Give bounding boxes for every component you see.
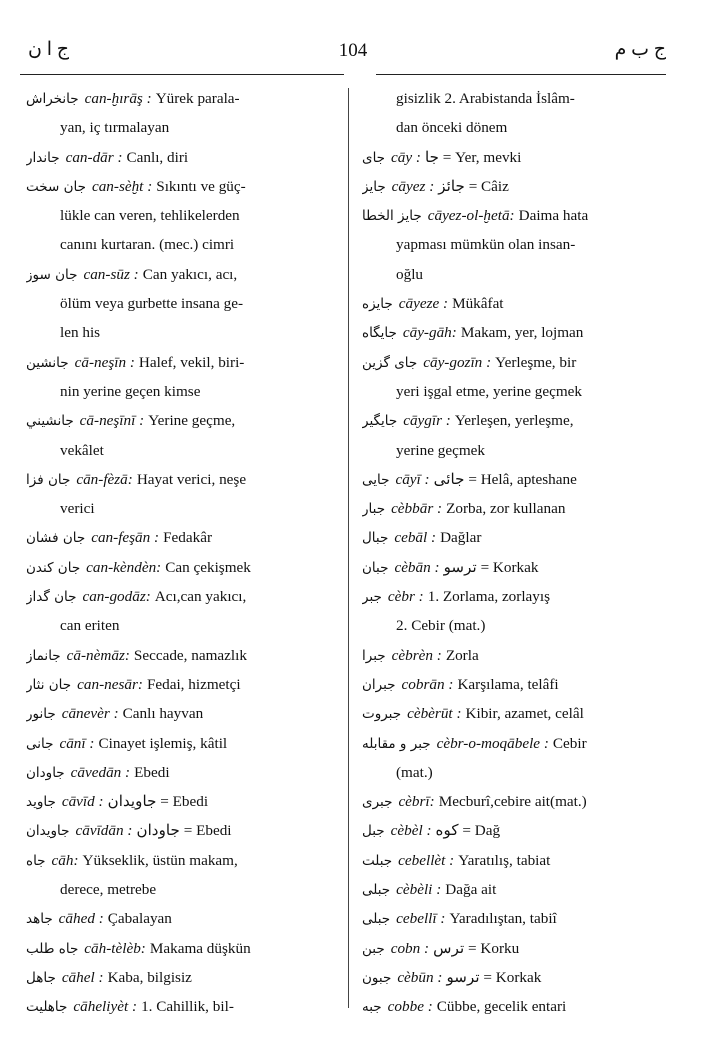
definition-text: Yükseklik, üstün makam, bbox=[82, 851, 238, 869]
transliteration: cāvīdān : bbox=[75, 822, 133, 840]
arabic-headword: جان نثار bbox=[26, 676, 72, 693]
transliteration: cāvedān : bbox=[70, 763, 131, 781]
dictionary-entry bbox=[362, 172, 668, 201]
definition-text: 1. Zorlama, zorlayış bbox=[427, 588, 551, 606]
definition-text: Kibir, azamet, celâl bbox=[465, 705, 584, 723]
arabic-headword: جبار bbox=[362, 501, 386, 518]
definition-text: vekâlet bbox=[60, 441, 104, 459]
definition-text: Dağa ait bbox=[445, 881, 497, 899]
dictionary-entry bbox=[26, 84, 340, 113]
column-divider bbox=[348, 88, 349, 1008]
dictionary-entry bbox=[362, 670, 668, 699]
definition-text: Canlı hayvan bbox=[122, 705, 204, 723]
header-right-letters: ج ب م bbox=[614, 39, 666, 60]
entry-continuation bbox=[26, 289, 340, 318]
transliteration: can-godāz: bbox=[82, 588, 151, 606]
arabic-headword: جاويد bbox=[26, 794, 56, 811]
definition-text: جائز = Câiz bbox=[438, 177, 509, 195]
transliteration: cānevèr : bbox=[61, 705, 119, 723]
transliteration: cān-fèzā: bbox=[76, 470, 133, 488]
definition-text: nin yerine geçen kimse bbox=[60, 382, 201, 400]
transliteration: cāyez : bbox=[391, 177, 435, 195]
entry-continuation bbox=[362, 113, 668, 142]
dictionary-entry bbox=[362, 348, 668, 377]
definition-text: Canlı, diri bbox=[126, 148, 189, 166]
transliteration: cāyī : bbox=[395, 470, 430, 488]
dictionary-entry bbox=[26, 641, 340, 670]
definition-text: Halef, vekil, biri- bbox=[138, 353, 245, 371]
entry-continuation bbox=[26, 494, 340, 523]
transliteration: cāy-gāh: bbox=[402, 324, 457, 342]
arabic-headword: جبر bbox=[362, 589, 382, 606]
definition-text: Zorba, zor kullanan bbox=[446, 500, 566, 518]
dictionary-entry bbox=[362, 582, 668, 611]
dictionary-entry bbox=[362, 406, 668, 435]
definition-text: ترسو = Korkak bbox=[446, 968, 542, 986]
transliteration: cèbèrūt : bbox=[407, 705, 462, 723]
transliteration: cāy-gozīn : bbox=[423, 353, 492, 371]
transliteration: cā-neşīnī : bbox=[79, 412, 145, 430]
header-left-letters: ج ا ن bbox=[28, 39, 69, 60]
transliteration: cèbèli : bbox=[396, 881, 442, 899]
definition-text: ölüm veya gurbette insana ge- bbox=[60, 295, 244, 313]
arabic-headword: جبان bbox=[362, 559, 389, 576]
dictionary-entry bbox=[362, 816, 668, 845]
arabic-headword: جاه bbox=[26, 852, 46, 869]
dictionary-entry bbox=[362, 699, 668, 728]
definition-text: جائى = Helâ, apteshane bbox=[433, 470, 577, 488]
transliteration: cāheliyèt : bbox=[73, 998, 138, 1016]
dictionary-entry bbox=[26, 934, 340, 963]
entry-continuation bbox=[26, 230, 340, 259]
transliteration: can-ḫırāş : bbox=[84, 90, 152, 107]
transliteration: cāhel : bbox=[61, 968, 104, 986]
dictionary-entry bbox=[26, 699, 340, 728]
dictionary-entry bbox=[362, 904, 668, 933]
definition-text: Mecburî,cebire ait(mat.) bbox=[438, 793, 587, 811]
transliteration: cebellī : bbox=[396, 910, 446, 928]
transliteration: cobrān : bbox=[401, 675, 454, 693]
dictionary-entry bbox=[26, 348, 340, 377]
definition-text: canını kurtaran. (mec.) cimri bbox=[60, 236, 235, 254]
dictionary-entry bbox=[362, 992, 668, 1021]
arabic-headword: جاى گزين bbox=[362, 354, 418, 371]
arabic-headword: جانور bbox=[26, 706, 56, 723]
arabic-headword: جايگير bbox=[362, 413, 398, 430]
arabic-headword: جاه طلب bbox=[26, 940, 79, 957]
arabic-headword: جانماز bbox=[26, 647, 61, 664]
entry-continuation bbox=[26, 875, 340, 904]
definition-text: (mat.) bbox=[396, 763, 433, 781]
definition-text: Yürek parala- bbox=[155, 90, 240, 107]
dictionary-entry bbox=[26, 758, 340, 787]
dictionary-entry bbox=[26, 963, 340, 992]
arabic-headword: جان فشان bbox=[26, 530, 86, 547]
arabic-headword: جايگاه bbox=[362, 325, 397, 342]
definition-text: Can yakıcı, acı, bbox=[142, 265, 238, 283]
definition-text: Fedai, hizmetçi bbox=[146, 675, 241, 693]
dictionary-entry bbox=[362, 553, 668, 582]
dictionary-entry bbox=[26, 729, 340, 758]
dictionary-entry bbox=[26, 406, 340, 435]
dictionary-entry bbox=[26, 992, 340, 1021]
arabic-headword: جانى bbox=[26, 735, 54, 752]
transliteration: cèbrī: bbox=[398, 793, 435, 811]
definition-text: كوه = Dağ bbox=[435, 822, 501, 840]
arabic-headword: جبران bbox=[362, 676, 396, 693]
definition-text: can eriten bbox=[60, 617, 120, 635]
dictionary-entry bbox=[362, 201, 668, 230]
dictionary-entry bbox=[362, 494, 668, 523]
header-rule-left bbox=[20, 74, 344, 75]
entry-continuation bbox=[362, 230, 668, 259]
arabic-headword: جانشين bbox=[26, 354, 69, 371]
entry-continuation bbox=[362, 611, 668, 640]
definition-text: yan, iç tırmalayan bbox=[60, 119, 170, 137]
transliteration: cèbān : bbox=[394, 558, 440, 576]
entry-continuation bbox=[362, 84, 668, 113]
transliteration: cèbèl : bbox=[390, 822, 432, 840]
arabic-headword: جاهد bbox=[26, 911, 53, 928]
dictionary-entry bbox=[362, 143, 668, 172]
definition-text: yapması mümkün olan insan- bbox=[396, 236, 576, 254]
transliteration: cèbbār : bbox=[391, 500, 443, 518]
dictionary-entry bbox=[362, 963, 668, 992]
entry-continuation bbox=[362, 758, 668, 787]
definition-text: verici bbox=[60, 500, 95, 518]
definition-text: Daima hata bbox=[518, 207, 589, 225]
transliteration: can-kèndèn: bbox=[86, 558, 162, 576]
right-column bbox=[362, 84, 668, 1022]
transliteration: cāy : bbox=[391, 148, 421, 166]
definition-text: Acı,can yakıcı, bbox=[154, 588, 247, 606]
header-rule-right bbox=[376, 74, 666, 75]
arabic-headword: جبروت bbox=[362, 706, 402, 723]
entry-continuation bbox=[362, 436, 668, 465]
arabic-headword: جان گداز bbox=[26, 589, 77, 606]
dictionary-entry bbox=[26, 904, 340, 933]
arabic-headword: جبلى bbox=[362, 911, 391, 928]
definition-text: Yerleşme, bir bbox=[495, 353, 577, 371]
dictionary-entry bbox=[362, 318, 668, 347]
arabic-headword: جبرا bbox=[362, 647, 386, 664]
definition-text: Yaratılış, tabiat bbox=[458, 851, 551, 869]
definition-text: جا = Yer, mevki bbox=[424, 148, 522, 166]
transliteration: cèbrèn : bbox=[391, 646, 442, 664]
dictionary-entry bbox=[26, 553, 340, 582]
transliteration: cā-nèmāz: bbox=[66, 646, 130, 664]
arabic-headword: جبلى bbox=[362, 882, 391, 899]
dictionary-entry bbox=[26, 523, 340, 552]
definition-text: جاويدان = Ebedi bbox=[107, 793, 209, 811]
entry-continuation bbox=[26, 377, 340, 406]
arabic-headword: جبه bbox=[362, 999, 382, 1016]
definition-text: yeri işgal etme, yerine geçmek bbox=[396, 382, 582, 400]
definition-text: Kaba, bilgisiz bbox=[107, 968, 192, 986]
definition-text: Can çekişmek bbox=[165, 558, 251, 576]
transliteration: cāyez-ol-ḫetā: bbox=[427, 207, 515, 225]
transliteration: cebellèt : bbox=[398, 851, 455, 869]
definition-text: oğlu bbox=[396, 265, 424, 283]
dictionary-entry bbox=[26, 172, 340, 201]
arabic-headword: جاهليت bbox=[26, 999, 68, 1016]
definition-text: Cebir bbox=[552, 734, 587, 752]
transliteration: cāh-tèlèb: bbox=[84, 939, 146, 957]
arabic-headword: جاى bbox=[362, 149, 386, 166]
transliteration: cobbe : bbox=[387, 998, 433, 1016]
definition-text: جاودان = Ebedi bbox=[136, 822, 232, 840]
arabic-headword: جبرى bbox=[362, 794, 393, 811]
definition-text: Hayat verici, neşe bbox=[136, 470, 247, 488]
definition-text: Ebedi bbox=[134, 763, 170, 781]
dictionary-entry bbox=[26, 143, 340, 172]
dictionary-entry bbox=[26, 582, 340, 611]
dictionary-entry bbox=[362, 846, 668, 875]
transliteration: cèbūn : bbox=[397, 968, 443, 986]
dictionary-entry bbox=[26, 846, 340, 875]
definition-text: Fedakâr bbox=[163, 529, 213, 547]
entry-continuation bbox=[26, 201, 340, 230]
transliteration: cèbr : bbox=[387, 588, 424, 606]
definition-text: derece, metrebe bbox=[60, 881, 157, 899]
arabic-headword: جايز الخطا bbox=[362, 208, 422, 225]
definition-text: 2. Cebir (mat.) bbox=[396, 617, 486, 635]
definition-text: Zorla bbox=[445, 646, 479, 664]
dictionary-entry bbox=[362, 787, 668, 816]
page-number: 104 bbox=[338, 40, 368, 61]
transliteration: cobn : bbox=[390, 939, 430, 957]
arabic-headword: جاويدان bbox=[26, 823, 70, 840]
dictionary-entry bbox=[362, 641, 668, 670]
definition-text: Sıkıntı ve güç- bbox=[156, 177, 246, 195]
transliteration: cèbr-o-moqābele : bbox=[436, 734, 549, 752]
entry-continuation bbox=[26, 113, 340, 142]
arabic-headword: جبلت bbox=[362, 852, 393, 869]
arabic-headword: جاندار bbox=[26, 149, 60, 166]
arabic-headword: جايز bbox=[362, 178, 386, 195]
definition-text: ترس = Korku bbox=[433, 939, 520, 957]
dictionary-entry bbox=[26, 465, 340, 494]
transliteration: cebāl : bbox=[394, 529, 437, 547]
transliteration: can-nesār: bbox=[77, 675, 143, 693]
arabic-headword: جانخراش bbox=[26, 91, 79, 107]
definition-text: Çabalayan bbox=[107, 910, 172, 928]
transliteration: can-sūz : bbox=[83, 265, 139, 283]
transliteration: can-feşān : bbox=[91, 529, 160, 547]
definition-text: Makama düşkün bbox=[149, 939, 251, 957]
arabic-headword: جان سوز bbox=[26, 266, 78, 283]
arabic-headword: جايزه bbox=[362, 296, 393, 313]
arabic-headword: جانشيني bbox=[26, 413, 74, 430]
entry-continuation bbox=[362, 260, 668, 289]
definition-text: Seccade, namazlık bbox=[133, 646, 247, 664]
arabic-headword: جان فزا bbox=[26, 471, 71, 488]
definition-text: Yerleşen, yerleşme, bbox=[454, 412, 574, 430]
left-column bbox=[26, 84, 340, 1022]
definition-text: Makam, yer, lojman bbox=[460, 324, 584, 342]
definition-text: yerine geçmek bbox=[396, 441, 485, 459]
arabic-headword: جبل bbox=[362, 823, 385, 840]
definition-text: ترسو = Korkak bbox=[443, 558, 539, 576]
definition-text: dan önceki dönem bbox=[396, 119, 508, 137]
transliteration: cāvīd : bbox=[61, 793, 104, 811]
transliteration: can-sèḫt : bbox=[91, 177, 153, 195]
dictionary-entry bbox=[362, 875, 668, 904]
arabic-headword: جبال bbox=[362, 530, 389, 547]
entry-continuation bbox=[26, 436, 340, 465]
dictionary-entry bbox=[362, 523, 668, 552]
definition-text: Cübbe, gecelik entari bbox=[436, 998, 567, 1016]
transliteration: cāhed : bbox=[58, 910, 104, 928]
arabic-headword: جان سخت bbox=[26, 178, 86, 195]
definition-text: Mükâfat bbox=[452, 295, 504, 313]
dictionary-entry bbox=[362, 465, 668, 494]
transliteration: cāh: bbox=[51, 851, 79, 869]
dictionary-entry bbox=[362, 729, 668, 758]
dictionary-entry bbox=[26, 670, 340, 699]
dictionary-entry bbox=[362, 934, 668, 963]
transliteration: cānī : bbox=[59, 734, 95, 752]
entry-continuation bbox=[26, 318, 340, 347]
transliteration: can-dār : bbox=[65, 148, 123, 166]
dictionary-entry bbox=[26, 816, 340, 845]
definition-text: len his bbox=[60, 324, 101, 342]
definition-text: Yerine geçme, bbox=[148, 412, 236, 430]
dictionary-entry bbox=[26, 260, 340, 289]
arabic-headword: جايى bbox=[362, 471, 390, 488]
definition-text: Karşılama, telâfi bbox=[457, 675, 559, 693]
transliteration: cā-neşīn : bbox=[74, 353, 135, 371]
arabic-headword: جبر و مقابله bbox=[362, 735, 431, 752]
arabic-headword: جبن bbox=[362, 940, 385, 957]
definition-text: 1. Cahillik, bil- bbox=[141, 998, 234, 1016]
definition-text: gisizlik 2. Arabistanda İslâm- bbox=[396, 90, 575, 107]
definition-text: Yaradılıştan, tabiî bbox=[449, 910, 557, 928]
dictionary-entry bbox=[26, 787, 340, 816]
arabic-headword: جاهل bbox=[26, 969, 56, 986]
arabic-headword: جان كندن bbox=[26, 559, 81, 576]
definition-text: Dağlar bbox=[440, 529, 482, 547]
arabic-headword: جاودان bbox=[26, 764, 65, 781]
dictionary-entry bbox=[362, 289, 668, 318]
arabic-headword: جبون bbox=[362, 969, 392, 986]
transliteration: cāyeze : bbox=[398, 295, 449, 313]
entry-continuation bbox=[26, 611, 340, 640]
definition-text: lükle can veren, tehlikelerden bbox=[60, 207, 240, 225]
transliteration: cāygīr : bbox=[403, 412, 451, 430]
entry-continuation bbox=[362, 377, 668, 406]
definition-text: Cinayet işlemiş, kâtil bbox=[98, 734, 228, 752]
